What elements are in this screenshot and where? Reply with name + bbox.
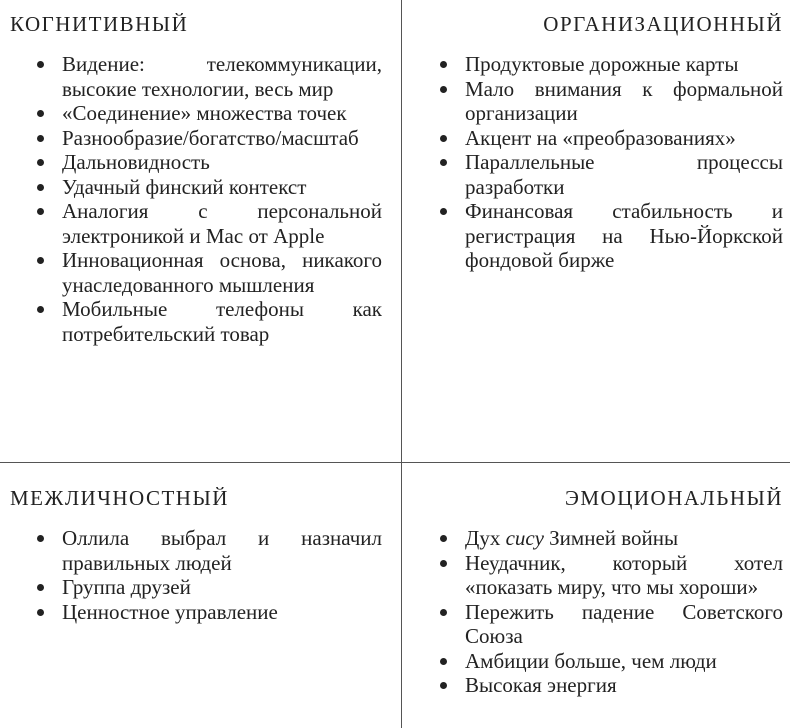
quadrant-organizational — [421, 10, 783, 273]
list-item — [10, 175, 382, 200]
item-text: Инновационная основа, никакого унаследованного мышления — [62, 248, 382, 297]
quadrant-title: КОГНИТИВНЫЙ — [10, 12, 189, 36]
item-text: Мало внимания к формальной организации — [465, 76, 783, 125]
item-text: Неудачник, который хотел «показать миру, что мы хороши» — [465, 550, 783, 599]
item-text: Аналогия с персональной электроникой и Mac от Apple — [62, 199, 382, 248]
list-item — [10, 101, 382, 126]
quadrant-interpersonal — [10, 484, 382, 624]
list-item — [421, 526, 783, 551]
item-text: Пережить падение Советского Союза — [465, 599, 783, 648]
list-item — [10, 150, 382, 175]
item-list — [10, 52, 382, 346]
bullet-icon — [37, 184, 44, 191]
bullet-icon — [440, 609, 447, 616]
bullet-icon — [37, 159, 44, 166]
list-item — [10, 248, 382, 297]
list-item — [421, 77, 783, 126]
list-item — [421, 199, 783, 273]
list-item — [10, 600, 382, 625]
quadrant-title: ОРГАНИЗАЦИОННЫЙ — [543, 12, 783, 36]
bullet-icon — [37, 306, 44, 313]
list-item — [421, 551, 783, 600]
bullet-icon — [440, 61, 447, 68]
quadrant-title: МЕЖЛИЧНОСТНЫЙ — [10, 486, 229, 510]
bullet-icon — [440, 535, 447, 542]
item-text: Мобильные телефоны как потребительский товар — [62, 297, 382, 346]
bullet-icon — [37, 61, 44, 68]
item-text: Видение: телекоммуникации, высокие технологии, весь мир — [62, 52, 382, 101]
list-item — [10, 526, 382, 575]
item-text: Дальновидность — [62, 150, 210, 174]
bullet-icon — [440, 658, 447, 665]
list-item — [421, 150, 783, 199]
bullet-icon — [37, 257, 44, 264]
list-item — [421, 649, 783, 674]
list-item — [10, 52, 382, 101]
list-item — [421, 52, 783, 77]
bullet-icon — [37, 208, 44, 215]
item-text: Продуктовые дорожные карты — [465, 52, 739, 76]
quadrant-cognitive — [10, 10, 382, 346]
item-text: «Соединение» множества точек — [62, 101, 347, 125]
item-text-suffix: Зимней войны — [549, 526, 679, 550]
item-text-emphasis: сису — [505, 526, 544, 550]
bullet-icon — [37, 584, 44, 591]
bullet-icon — [440, 159, 447, 166]
item-text: Финансовая стабильность и регистрация на Нью-Йоркской фондовой бирже — [465, 199, 783, 272]
list-item — [10, 575, 382, 600]
item-text: Ценностное управление — [62, 599, 278, 624]
bullet-icon — [37, 110, 44, 117]
list-item — [10, 297, 382, 346]
item-text: Параллельные процессы разработки — [465, 150, 783, 199]
item-text: Акцент на «преобразованиях» — [465, 125, 736, 150]
bullet-icon — [37, 135, 44, 142]
item-text: Оллила выбрал и назначил правильных людей — [62, 526, 382, 575]
item-text: Высокая энергия — [465, 673, 617, 697]
item-list — [10, 526, 382, 624]
horizontal-divider — [0, 462, 790, 463]
list-item — [421, 673, 783, 698]
bullet-icon — [440, 560, 447, 567]
item-text: Разнообразие/богатство/масштаб — [62, 125, 359, 150]
list-item — [10, 199, 382, 248]
item-text: Группа друзей — [62, 575, 191, 599]
bullet-icon — [37, 609, 44, 616]
item-list — [421, 52, 783, 273]
quadrant-emotional — [421, 484, 783, 698]
list-item — [10, 126, 382, 151]
bullet-icon — [440, 682, 447, 689]
bullet-icon — [440, 208, 447, 215]
item-text-prefix: Дух — [465, 526, 501, 550]
quadrant-title: ЭМОЦИОНАЛЬНЫЙ — [565, 486, 783, 510]
item-text: Амбиции больше, чем люди — [465, 648, 717, 673]
vertical-divider — [401, 0, 402, 728]
bullet-icon — [440, 135, 447, 142]
bullet-icon — [37, 535, 44, 542]
item-list — [421, 526, 783, 698]
bullet-icon — [440, 86, 447, 93]
list-item — [421, 600, 783, 649]
list-item — [421, 126, 783, 151]
item-text: Удачный финский контекст — [62, 174, 307, 199]
